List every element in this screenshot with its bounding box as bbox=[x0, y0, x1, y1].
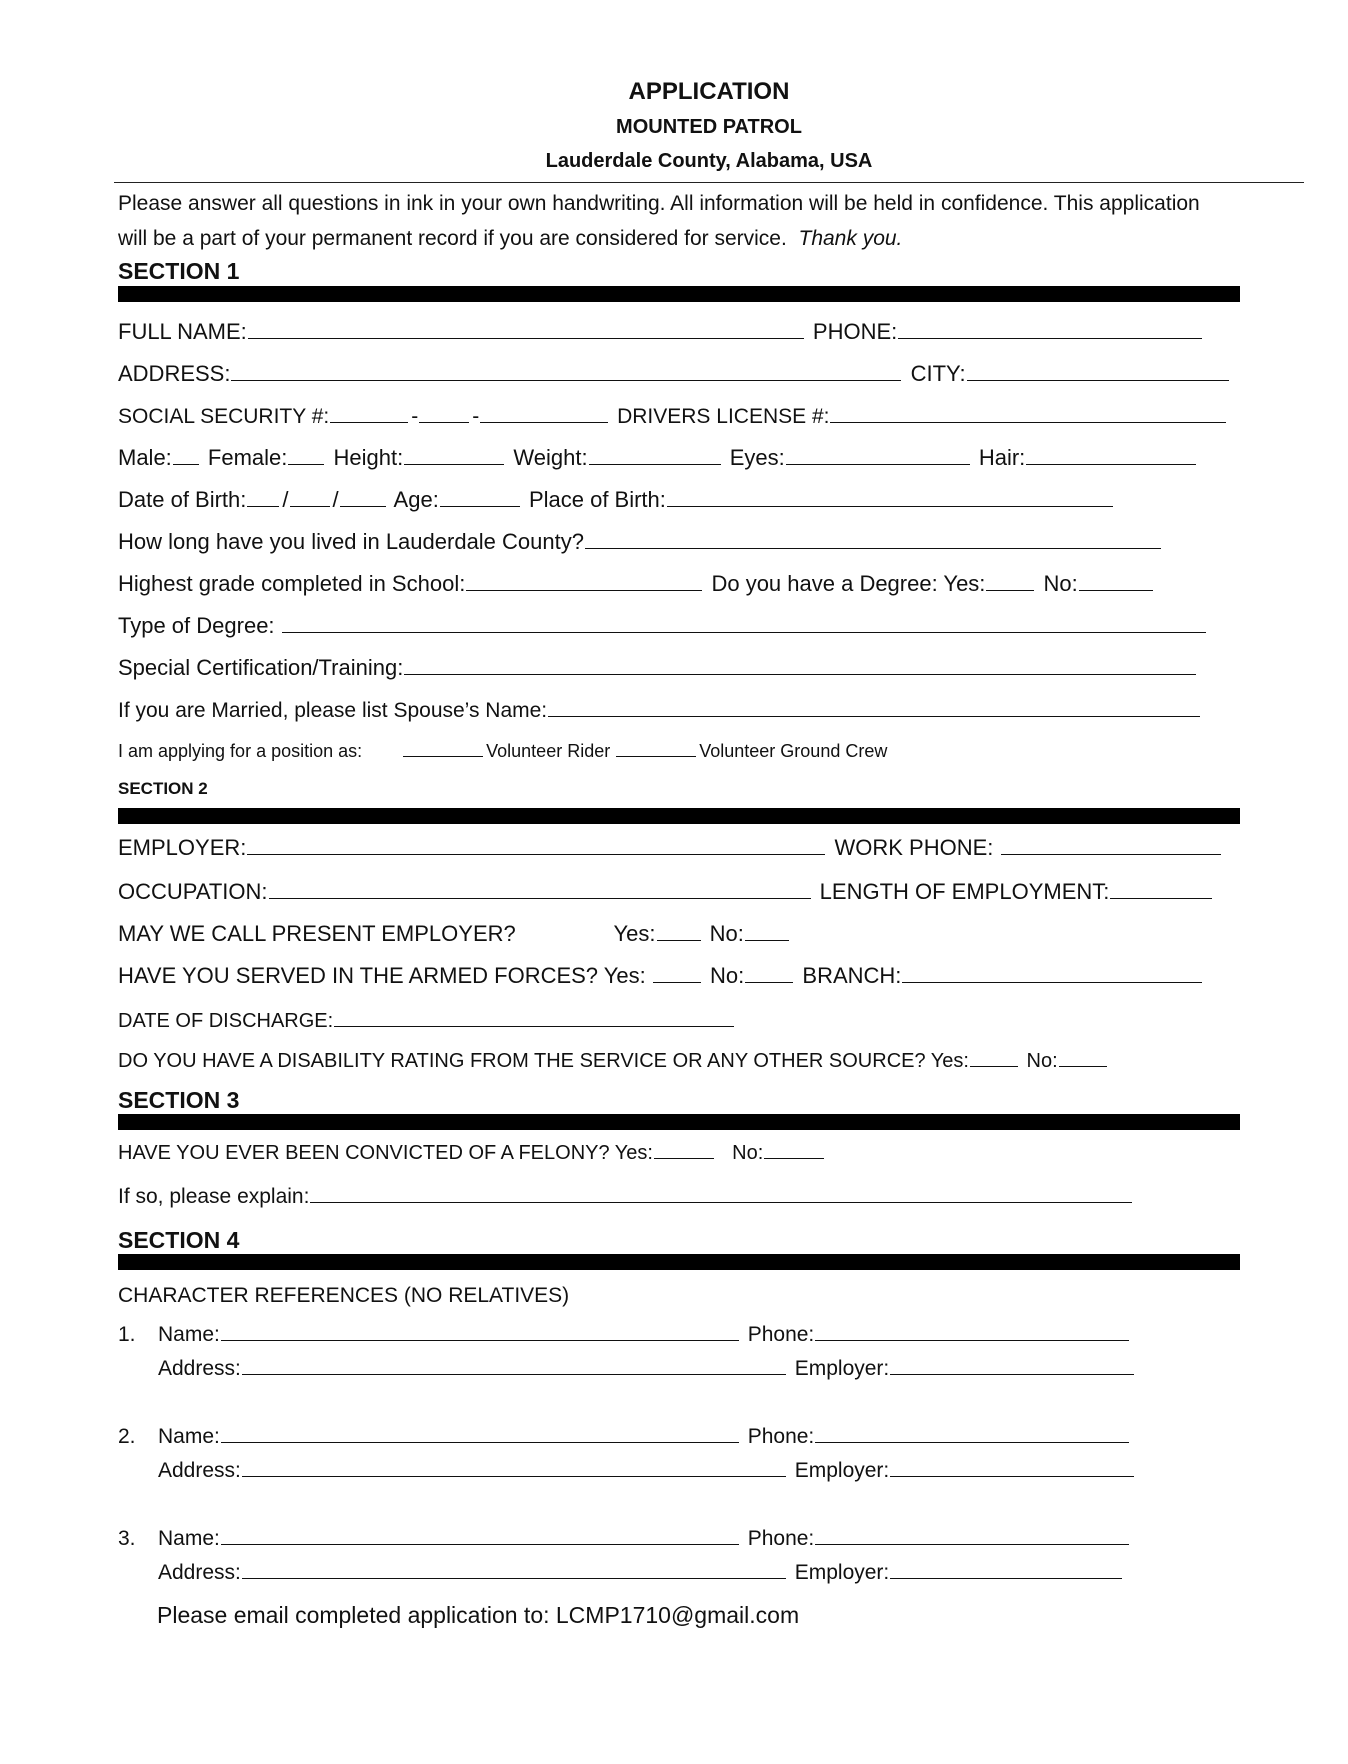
explain-row bbox=[118, 1180, 1135, 1210]
armed-forces-no-field[interactable] bbox=[745, 960, 793, 983]
armed-forces-yes-field[interactable] bbox=[653, 960, 701, 983]
reference-1-employer-label: Employer: bbox=[794, 1357, 890, 1380]
reference-3-phone-label: Phone: bbox=[747, 1527, 815, 1550]
volunteer-rider-label: Volunteer Rider bbox=[486, 741, 611, 761]
reference-1-address-row bbox=[118, 1352, 1137, 1382]
age-field[interactable] bbox=[440, 484, 520, 507]
dob-day-field[interactable] bbox=[290, 484, 330, 507]
occupation-row bbox=[118, 876, 1215, 906]
volunteer-rider-field[interactable] bbox=[403, 738, 483, 757]
reference-3-address-field[interactable] bbox=[242, 1556, 786, 1579]
ssn-row bbox=[118, 400, 1229, 430]
may-we-call-label: MAY WE CALL PRESENT EMPLOYER? bbox=[118, 921, 516, 946]
spouse-row bbox=[118, 694, 1203, 724]
header-divider bbox=[114, 182, 1304, 183]
reference-2-address-field[interactable] bbox=[242, 1454, 786, 1477]
reference-2-address-label: Address: bbox=[158, 1459, 241, 1482]
reference-1-phone-field[interactable] bbox=[815, 1318, 1129, 1341]
height-label: Height: bbox=[333, 445, 404, 470]
drivers-license-field[interactable] bbox=[830, 400, 1226, 423]
reference-1-number: 1. bbox=[118, 1323, 136, 1346]
form-title: APPLICATION bbox=[628, 78, 790, 105]
character-references-label: CHARACTER REFERENCES (NO RELATIVES) bbox=[118, 1284, 570, 1307]
height-field[interactable] bbox=[404, 442, 504, 465]
volunteer-ground-crew-field[interactable] bbox=[616, 738, 696, 757]
age-label: Age: bbox=[393, 487, 439, 512]
reference-2-phone-label: Phone: bbox=[747, 1425, 815, 1448]
dob-row bbox=[118, 484, 1116, 514]
weight-label: Weight: bbox=[513, 445, 588, 470]
reference-1-employer-field[interactable] bbox=[890, 1352, 1134, 1375]
degree-yes-field[interactable] bbox=[986, 568, 1034, 591]
reference-2-phone-field[interactable] bbox=[815, 1420, 1129, 1443]
reference-3-number: 3. bbox=[118, 1527, 136, 1550]
may-we-call-yes-label: Yes: bbox=[613, 921, 656, 946]
disability-no-label: No: bbox=[1026, 1050, 1058, 1072]
occupation-label: OCCUPATION: bbox=[118, 879, 268, 904]
phone-label: PHONE: bbox=[812, 319, 898, 344]
explain-field[interactable] bbox=[310, 1180, 1132, 1203]
reference-1-phone-label: Phone: bbox=[747, 1323, 815, 1346]
form-location: Lauderdale County, Alabama, USA bbox=[545, 150, 873, 172]
address-row bbox=[118, 358, 1232, 388]
certification-row bbox=[118, 652, 1199, 682]
instructions bbox=[118, 186, 1308, 256]
ssn-dash-1: - bbox=[411, 405, 419, 428]
reference-3-address-row bbox=[118, 1556, 1125, 1586]
reference-1-address-field[interactable] bbox=[242, 1352, 786, 1375]
armed-forces-label: HAVE YOU SERVED IN THE ARMED FORCES? Yes: bbox=[118, 963, 646, 988]
length-of-employment-field[interactable] bbox=[1110, 876, 1212, 899]
male-label: Male: bbox=[118, 445, 172, 470]
occupation-field[interactable] bbox=[269, 876, 811, 899]
residency-row bbox=[118, 526, 1164, 556]
full-name-field[interactable] bbox=[248, 316, 804, 339]
disability-row bbox=[118, 1044, 1110, 1074]
special-cert-label: Special Certification/Training: bbox=[118, 655, 404, 680]
reference-3-employer-field[interactable] bbox=[890, 1556, 1122, 1579]
spouse-field[interactable] bbox=[548, 694, 1200, 717]
dob-slash-2: / bbox=[332, 487, 339, 512]
female-label: Female: bbox=[207, 445, 288, 470]
email-instructions: Please email completed application to: LCMP1710@gmail.com bbox=[157, 1602, 800, 1628]
reference-2-address-row bbox=[118, 1454, 1137, 1484]
dob-slash-1: / bbox=[282, 487, 289, 512]
volunteer-ground-crew-label: Volunteer Ground Crew bbox=[699, 741, 888, 761]
highest-grade-field[interactable] bbox=[466, 568, 702, 591]
reference-3-name-row bbox=[118, 1522, 1132, 1552]
reference-1-address-label: Address: bbox=[158, 1357, 241, 1380]
reference-1-name-row bbox=[118, 1318, 1132, 1348]
reference-1-name-label: Name: bbox=[158, 1323, 220, 1346]
ssn-part1-field[interactable] bbox=[330, 400, 408, 423]
form-subtitle: MOUNTED PATROL bbox=[616, 116, 802, 138]
character-references-heading bbox=[118, 1284, 569, 1314]
city-field[interactable] bbox=[967, 358, 1229, 381]
degree-no-field[interactable] bbox=[1079, 568, 1153, 591]
disability-yes-field[interactable] bbox=[970, 1044, 1018, 1067]
disability-label: DO YOU HAVE A DISABILITY RATING FROM THE SERVICE OR ANY OTHER SOURCE? Yes: bbox=[118, 1050, 969, 1072]
section-3-bar bbox=[118, 1114, 1240, 1130]
may-we-call-yes-field[interactable] bbox=[657, 918, 701, 941]
reference-2-name-row bbox=[118, 1420, 1132, 1450]
armed-forces-row bbox=[118, 960, 1205, 990]
address-field[interactable] bbox=[231, 358, 901, 381]
female-field[interactable] bbox=[288, 442, 324, 465]
ssn-part2-field[interactable] bbox=[419, 400, 469, 423]
dob-year-field[interactable] bbox=[340, 484, 386, 507]
full-name-label: FULL NAME: bbox=[118, 319, 247, 344]
education-row bbox=[118, 568, 1156, 598]
city-label: CITY: bbox=[910, 361, 966, 386]
place-of-birth-label: Place of Birth: bbox=[528, 487, 666, 512]
instructions-line1: Please answer all questions in ink in your own handwriting. All information will be held in confidence. This application bbox=[118, 192, 1200, 215]
section-4-bar bbox=[118, 1254, 1240, 1270]
employer-row bbox=[118, 832, 1224, 862]
thank-you: Thank you. bbox=[798, 227, 903, 250]
hair-label: Hair: bbox=[978, 445, 1026, 470]
drivers-license-label: DRIVERS LICENSE #: bbox=[617, 405, 830, 428]
date-of-discharge-label: DATE OF DISCHARGE: bbox=[118, 1010, 334, 1032]
may-we-call-no-label: No: bbox=[709, 921, 744, 946]
weight-field[interactable] bbox=[589, 442, 721, 465]
reference-3-phone-field[interactable] bbox=[815, 1522, 1129, 1545]
section-1-heading: SECTION 1 bbox=[118, 258, 240, 284]
how-long-label: How long have you lived in Lauderdale County? bbox=[118, 529, 584, 554]
physical-row bbox=[118, 442, 1199, 472]
applying-for-label: I am applying for a position as: bbox=[118, 741, 363, 761]
armed-forces-no-label: No: bbox=[710, 963, 745, 988]
spouse-label: If you are Married, please list Spouse’s Name: bbox=[118, 699, 548, 722]
section-2-heading: SECTION 2 bbox=[118, 779, 208, 798]
felony-label: HAVE YOU EVER BEEN CONVICTED OF A FELONY? Yes: bbox=[118, 1142, 653, 1164]
reference-2-name-label: Name: bbox=[158, 1425, 220, 1448]
discharge-row bbox=[118, 1004, 737, 1034]
section-3-heading: SECTION 3 bbox=[118, 1087, 240, 1113]
reference-3-name-label: Name: bbox=[158, 1527, 220, 1550]
type-of-degree-label: Type of Degree: bbox=[118, 613, 275, 638]
reference-3-employer-label: Employer: bbox=[794, 1561, 890, 1584]
degree-type-row bbox=[118, 610, 1209, 640]
disability-no-field[interactable] bbox=[1059, 1044, 1107, 1067]
section-2-bar bbox=[118, 808, 1240, 824]
place-of-birth-field[interactable] bbox=[667, 484, 1113, 507]
instructions-line2: will be a part of your permanent record if you are considered for service. bbox=[118, 227, 787, 250]
highest-grade-label: Highest grade completed in School: bbox=[118, 571, 466, 596]
type-of-degree-field[interactable] bbox=[282, 610, 1206, 633]
eyes-label: Eyes: bbox=[729, 445, 785, 470]
ssn-label: SOCIAL SECURITY #: bbox=[118, 405, 330, 428]
dob-month-field[interactable] bbox=[247, 484, 279, 507]
may-we-call-row bbox=[118, 918, 792, 948]
ssn-part3-field[interactable] bbox=[480, 400, 608, 423]
may-we-call-no-field[interactable] bbox=[745, 918, 789, 941]
degree-no-label: No: bbox=[1043, 571, 1078, 596]
position-row bbox=[118, 738, 887, 768]
length-of-employment-label: LENGTH OF EMPLOYMENT: bbox=[819, 879, 1110, 904]
section-4-heading: SECTION 4 bbox=[118, 1227, 240, 1253]
felony-row bbox=[118, 1136, 827, 1166]
special-cert-field[interactable] bbox=[404, 652, 1196, 675]
work-phone-field[interactable] bbox=[1001, 832, 1221, 855]
explain-label: If so, please explain: bbox=[118, 1185, 310, 1208]
employer-field[interactable] bbox=[247, 832, 825, 855]
date-of-discharge-field[interactable] bbox=[334, 1004, 734, 1027]
degree-question-label: Do you have a Degree: Yes: bbox=[711, 571, 986, 596]
reference-3-address-label: Address: bbox=[158, 1561, 241, 1584]
reference-2-number: 2. bbox=[118, 1425, 136, 1448]
phone-field[interactable] bbox=[898, 316, 1202, 339]
dob-label: Date of Birth: bbox=[118, 487, 247, 512]
how-long-field[interactable] bbox=[585, 526, 1161, 549]
reference-2-employer-field[interactable] bbox=[890, 1454, 1134, 1477]
address-label: ADDRESS: bbox=[118, 361, 231, 386]
branch-label: BRANCH: bbox=[802, 963, 902, 988]
ssn-dash-2: - bbox=[472, 405, 480, 428]
felony-yes-field[interactable] bbox=[654, 1136, 714, 1159]
branch-field[interactable] bbox=[902, 960, 1202, 983]
section-1-bar bbox=[118, 286, 1240, 302]
reference-3-name-field[interactable] bbox=[221, 1522, 739, 1545]
felony-no-field[interactable] bbox=[764, 1136, 824, 1159]
male-field[interactable] bbox=[173, 442, 199, 465]
felony-no-label: No: bbox=[732, 1142, 764, 1164]
reference-2-employer-label: Employer: bbox=[794, 1459, 890, 1482]
reference-1-name-field[interactable] bbox=[221, 1318, 739, 1341]
full-name-row bbox=[118, 316, 1205, 346]
eyes-field[interactable] bbox=[786, 442, 970, 465]
employer-label: EMPLOYER: bbox=[118, 835, 247, 860]
work-phone-label: WORK PHONE: bbox=[834, 835, 994, 860]
reference-2-name-field[interactable] bbox=[221, 1420, 739, 1443]
hair-field[interactable] bbox=[1026, 442, 1196, 465]
